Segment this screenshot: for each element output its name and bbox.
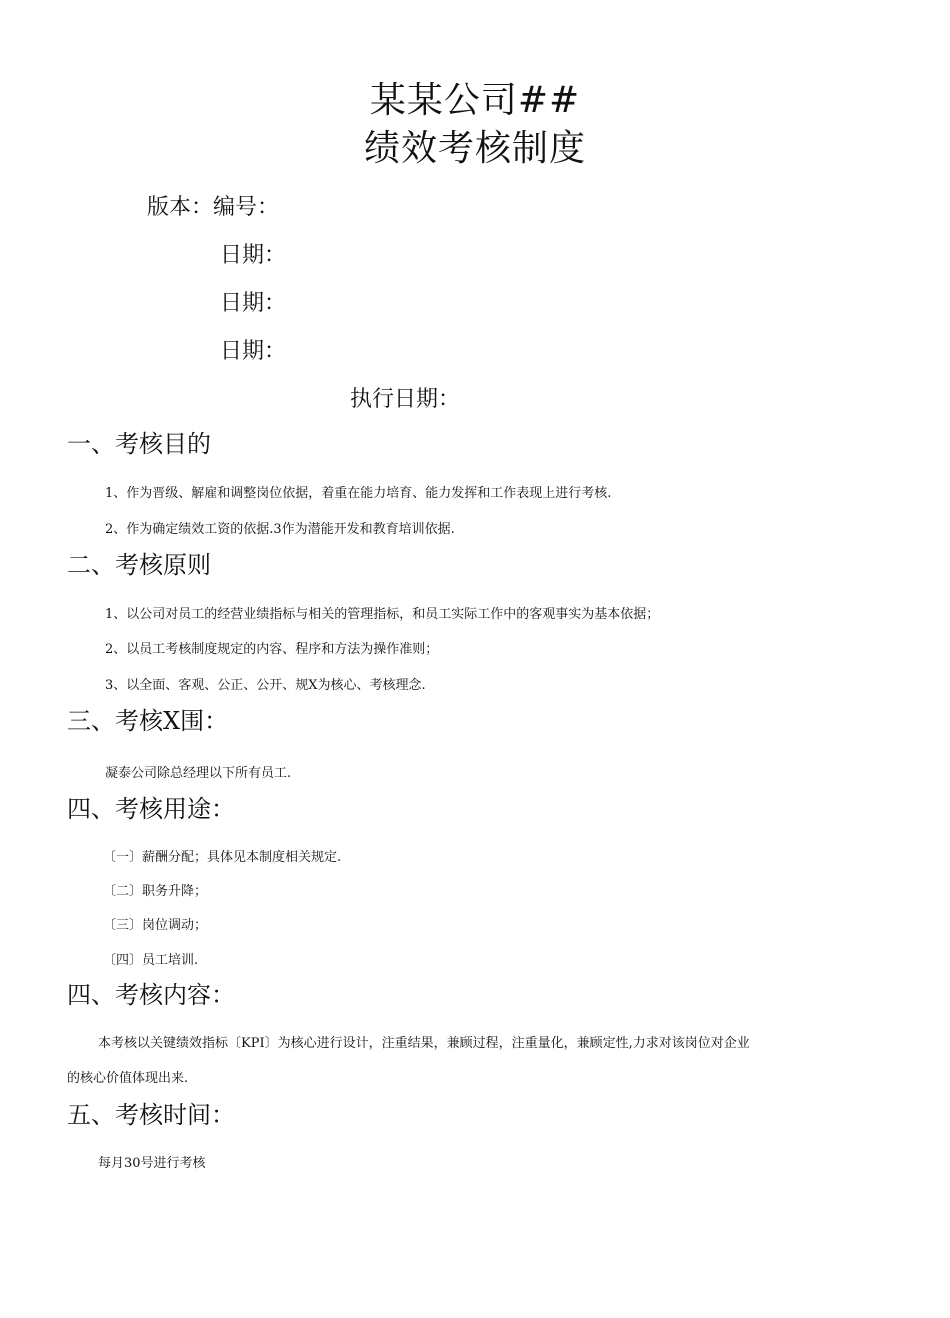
list-item: 3、以全面、客观、公正、公开、规X为核心、考核理念. (105, 678, 426, 693)
version-number-label: 版本：编号： (147, 195, 280, 220)
list-item: 凝泰公司除总经理以下所有员工. (105, 766, 292, 781)
list-item: 1、以公司对员工的经营业绩指标与相关的管理指标，和员工实际工作中的客观事实为基本依据； (105, 607, 660, 622)
list-item: 2、作为确定绩效工资的依据.3作为潜能开发和教育培训依据. (105, 522, 455, 537)
date-label-1: 日期： (220, 243, 287, 268)
section-heading-purpose: 一、考核目的 (67, 430, 211, 458)
list-item: 〔二〕职务升降； (103, 884, 208, 899)
list-item: 1、作为晋级、解雇和调整岗位依据，着重在能力培育、能力发挥和工作表现上进行考核. (105, 486, 612, 501)
paragraph-line: 的核心价值体现出来. (67, 1071, 189, 1086)
section-heading-scope: 三、考核X围： (67, 707, 229, 735)
paragraph-line: 本考核以关键绩效指标〔KPI〕为核心进行设计，注重结果，兼顾过程，注重量化，兼顾定性,力求对该岗位对企业 (98, 1036, 750, 1051)
execution-date-label: 执行日期： (350, 387, 461, 412)
list-item: 〔四〕员工培训. (103, 953, 199, 968)
section-heading-time: 五、考核时间： (67, 1101, 235, 1129)
section-heading-uses: 四、考核用途： (67, 795, 235, 823)
list-item: 2、以员工考核制度规定的内容、程序和方法为操作准则； (105, 642, 439, 657)
section-heading-content: 四、考核内容： (67, 981, 235, 1009)
company-name: 某某公司## (369, 80, 581, 121)
date-label-3: 日期： (220, 339, 287, 364)
list-item: 每月30号进行考核 (98, 1156, 206, 1171)
date-label-2: 日期： (220, 291, 287, 316)
list-item: 〔一〕薪酬分配；具体见本制度相关规定. (103, 850, 342, 865)
section-heading-principles: 二、考核原则 (67, 551, 211, 579)
list-item: 〔三〕岗位调动； (103, 918, 208, 933)
document-title: 绩效考核制度 (363, 128, 586, 169)
